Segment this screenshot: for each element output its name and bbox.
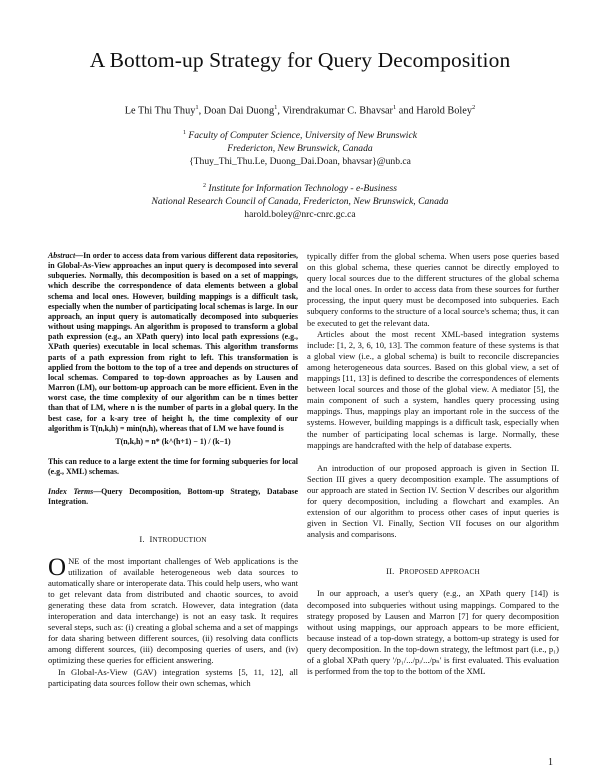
abstract	[48, 251, 298, 434]
section-title-initial: P	[399, 566, 405, 577]
author-list	[0, 104, 600, 116]
complexity-equation: T(n,k,h) = n* (k^(h+1) − 1) / (k−1)	[115, 436, 231, 446]
section-title-rest: ROPOSED APPROACH	[404, 568, 480, 577]
intro-paragraph-3: typically differ from the global schema. When users pose queries based on this global schema, these queries cannot be directly employed to query local sources due to the different structures of the global schema and the local ones. In order to access data from these sources for further processing, the input query must be decomposed into subqueries. Each subquery conforms to the structure of a local source's schema; thus, it can be executed to get the relevant data.	[307, 251, 559, 328]
author-affil-mark: 2	[472, 104, 476, 111]
right-column	[307, 251, 559, 677]
affiliation-2	[0, 180, 600, 221]
affil-email: {Thuy_Thi_Thu.Le, Duong_Dai.Doan, bhavsar}@unb.ca	[189, 156, 411, 168]
drop-cap: O	[48, 553, 67, 581]
abstract-conclusion: This can reduce to a large extent the time for forming subqueries for local (e.g., XML) schemas.	[48, 456, 298, 477]
intro-paragraph-1	[48, 553, 298, 667]
intro-paragraph-2: In Global-As-View (GAV) integration systems [5, 11, 12], all participating data sources follow their own schemas, which	[48, 666, 298, 688]
index-terms-label: Index Terms	[48, 487, 94, 497]
intro-paragraph-4: Articles about the most recent XML-based integration systems include: [1, 2, 3, 6, 10, 13]. The common feature of these systems is that a global view (i.e., a global schema) is built to reconcile discrepancies among heterogeneous data sources. Based on this global view, a set of mappings [11, 13] is defined to describe the correspondences of elements between local sources and those of the global view. A mediator [5], the main component of such a system, handles query processing using mappings. Thus, mappings play an important role in the success of the systems. However, building mappings is a difficult task, especially when the number of participating local schemas is large. Normally, these mappings are handcrafted with the help of database experts.	[307, 328, 559, 450]
affil-mark: 1	[182, 130, 186, 136]
author-name: Virendrakumar C. Bhavsar	[282, 105, 393, 117]
author-name: Doan Dai Duong	[203, 105, 275, 117]
section-heading-proposed-approach	[307, 566, 559, 578]
author-name: Harold Boley	[416, 105, 473, 117]
left-column	[48, 251, 298, 689]
affil-org: Institute for Information Technology - e-Business	[208, 183, 397, 195]
affil-location: Fredericton, New Brunswick, Canada	[227, 143, 373, 155]
section-number: II.	[386, 566, 395, 577]
affiliation-1	[0, 127, 600, 168]
paragraph-text: NE of the most important challenges of Web applications is the utilization of available heterogeneous web data sources to automatically share or interoperate data. This could help users, who want to get relevant data from distributed and chaotic sources, to avoid generating these data from scratch. However, data integration (data interoperation and data interchange) is not an easy task. It requires several steps, such as: (i) creating a global schema and a set of mappings for data sharing between different sources, (ii) resolving data conflicts among different sources, (iii) decomposing queries of users, and (iv) optimizing these queries for efficient answering.	[48, 555, 298, 666]
author-separator: ,	[277, 105, 283, 117]
author-affil-mark: 1	[195, 104, 199, 111]
page-number: 1	[548, 757, 553, 768]
affil-email: harold.boley@nrc-cnrc.gc.ca	[244, 209, 356, 221]
author-affil-mark: 1	[274, 104, 278, 111]
author-name: Le Thi Thu Thuy	[124, 105, 196, 117]
affil-mark: 2	[203, 183, 206, 189]
intro-paragraph-5: An introduction of our proposed approach is given in Section II. Section III gives a query decomposition example. The assumptions of our approach are stated in Section IV. Section V describes our algorithm for query decomposition, including a flowchart and examples. An extension of our algorithm to process other cases of input queries is given in Section VI. Finally, Section VII focuses on our algorithm analysis and comparisons.	[307, 462, 559, 540]
index-terms-text: —Query Decomposition, Bottom-up Strategy, Database Integration.	[48, 487, 299, 507]
section-number: I.	[139, 533, 145, 544]
approach-paragraph-1: In our approach, a user's query (e.g., an XPath query [14]) is decomposed into subqueries without using mappings. Compared to the strategy proposed by Lausen and Marron [7] for query decomposition without using mappings, our approach appears to be more efficient, because instead of a top-down strategy, a bottom-up strategy is used for query decomposition. In the top-down strategy, the leftmost part (i.e., p₁) of a global XPath query '/p₁/.../pᵢ/.../pₙ' is first evaluated. This evaluation is performed from the top to the bottom of the XML	[307, 588, 559, 677]
author-affil-mark: 1	[392, 104, 397, 111]
affil-location: National Research Council of Canada, Fredericton, New Brunswick, Canada	[151, 196, 449, 208]
paper-title: A Bottom-up Strategy for Query Decomposition	[89, 48, 511, 72]
author-separator: and	[396, 105, 417, 117]
author-separator: ,	[198, 105, 204, 117]
section-heading-introduction	[48, 534, 298, 546]
index-terms	[48, 487, 298, 507]
abstract-label: Abstract	[48, 251, 76, 260]
section-title-rest: NTRODUCTION	[152, 535, 207, 544]
section-title-initial: I	[149, 533, 153, 544]
abstract-text: —In order to access data from various different data repositories, in Global-As-View approaches an input query is decomposed into several subqueries. Normally, this decomposition is based on a set of mappings, which describe the correspondence of data elements between a global schema and local ones. However, building mappings is a difficult task, especially when the number of participating local schemas is large. In our approach, an input query is automatically decomposed into subqueries without using mappings. An algorithm is proposed to transform a global path expression (e.g., an XPath query) into local path expressions (e.g., XPath queries) executable in local schemas. This algorithm transforms parts of a path expression from right to left. This transformation is applied from the bottom to the top of a tree and depends on structures of local schemas. Compared to top-down approaches as by Lausen and Marron (LM), our bottom-up approach can be more efficient. Even in the worst case, the time complexity of our algorithm can be n times better than that of LM, where n is the number of parts in a global query. In the best case, for a k-ary tree of height h, the time complexity of our algorithm is T(n,k,h) = min(n,h), whereas that of LM we have found is	[48, 251, 298, 433]
affil-org: Faculty of Computer Science, University of New Brunswick	[188, 130, 417, 142]
